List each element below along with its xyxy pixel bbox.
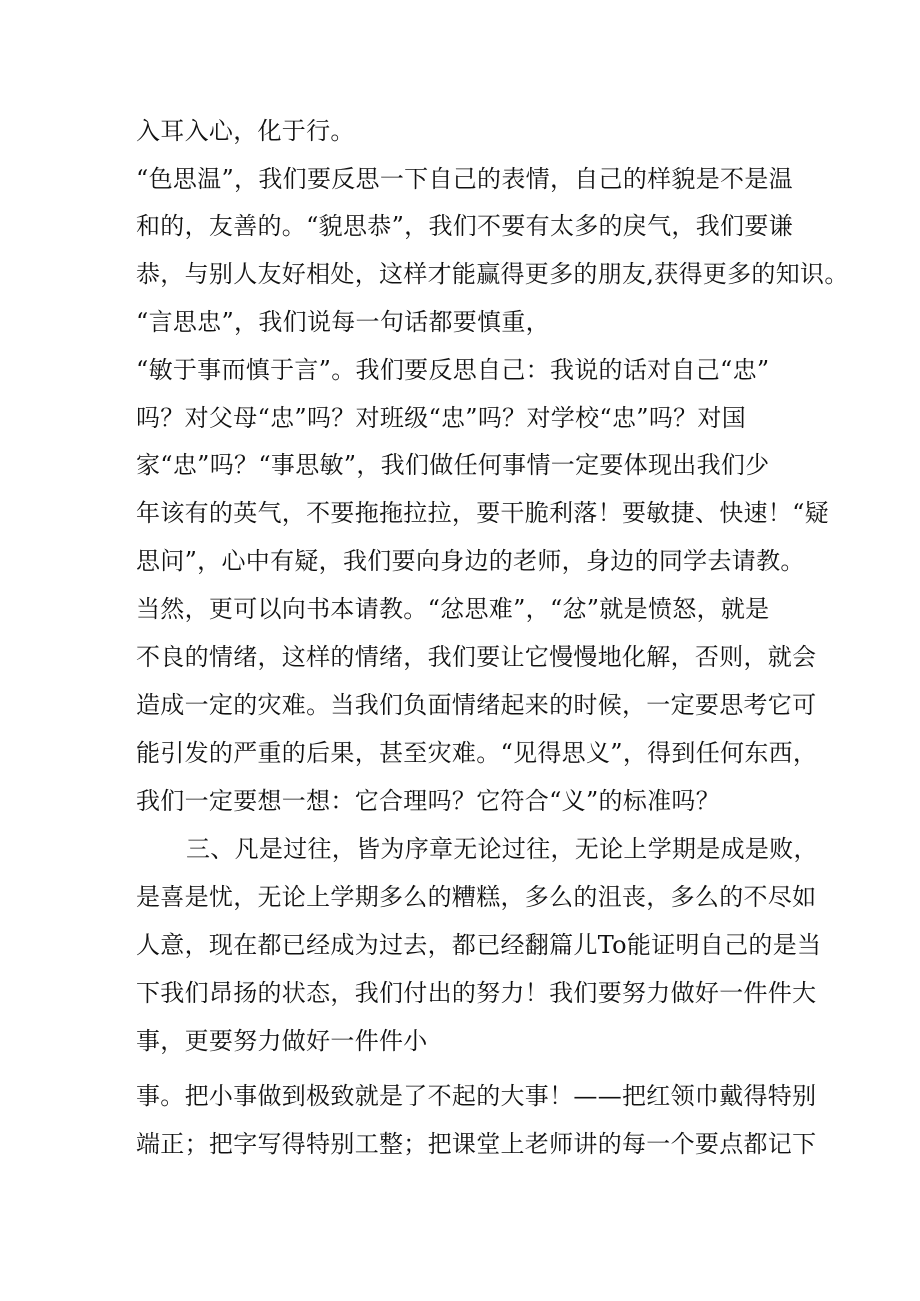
text-line: 年该有的英气，不要拖拖拉拉，要干脆利落！要敏捷、快速！“疑 (136, 499, 829, 527)
text-line: “敏于事而慎于言”。我们要反思自己：我说的话对自己“忠” (136, 356, 770, 384)
text-line: “言思忠”，我们说每一句话都要慎重， (136, 308, 550, 336)
text-line: 能引发的严重的后果，甚至灾难。“见得思义”，得到任何东西， (136, 739, 818, 767)
text-line: 事，更要努力做好一件件小 (136, 1027, 428, 1055)
text-line: 是喜是忧，无论上学期多么的糟糕，多么的沮丧，多么的不尽如 (136, 883, 817, 911)
text-line: 人意，现在都已经成为过去，都已经翻篇儿To能证明自己的是当 (136, 931, 822, 959)
section-heading-line: 三、凡是过往，皆为序章无论过往，无论上学期是成是败， (186, 835, 818, 863)
text-line: 入耳入心，化于行。 (136, 117, 355, 145)
text-line: “色思温”，我们要反思一下自己的表情，自己的样貌是不是温 (136, 165, 793, 193)
text-line: 吗？对父母“忠”吗？对班级“忠”吗？对学校“忠”吗？对国 (136, 404, 747, 432)
text-line: 事。把小事做到极致就是了不起的大事！——把红领巾戴得特别 (136, 1082, 817, 1110)
text-line: 不良的情绪，这样的情绪，我们要让它慢慢地化解，否则，就会 (136, 643, 817, 671)
text-line: 我们一定要想一想：它合理吗？它符合“义”的标准吗？ (136, 787, 721, 815)
text-line: 和的，友善的。“貌思恭”，我们不要有太多的戾气，我们要谦 (136, 212, 793, 240)
text-line: 恭，与别人友好相处，这样才能赢得更多的朋友,获得更多的知识。 (136, 260, 849, 288)
text-line: 下我们昂扬的状态，我们付出的努力！我们要努力做好一件件大 (136, 979, 817, 1007)
text-line: 端正；把字写得特别工整；把课堂上老师讲的每一个要点都记下 (136, 1130, 817, 1158)
text-line: 当然，更可以向书本请教。“忿思难”，“忿”就是愤怒，就是 (136, 595, 770, 623)
text-line: 造成一定的灾难。当我们负面情绪起来的时候，一定要思考它可 (136, 691, 817, 719)
text-line: 家“忠”吗？“事思敏”，我们做任何事情一定要体现出我们少 (136, 451, 770, 479)
text-line: 思问”，心中有疑，我们要向身边的老师，身边的同学去请教。 (136, 547, 805, 575)
